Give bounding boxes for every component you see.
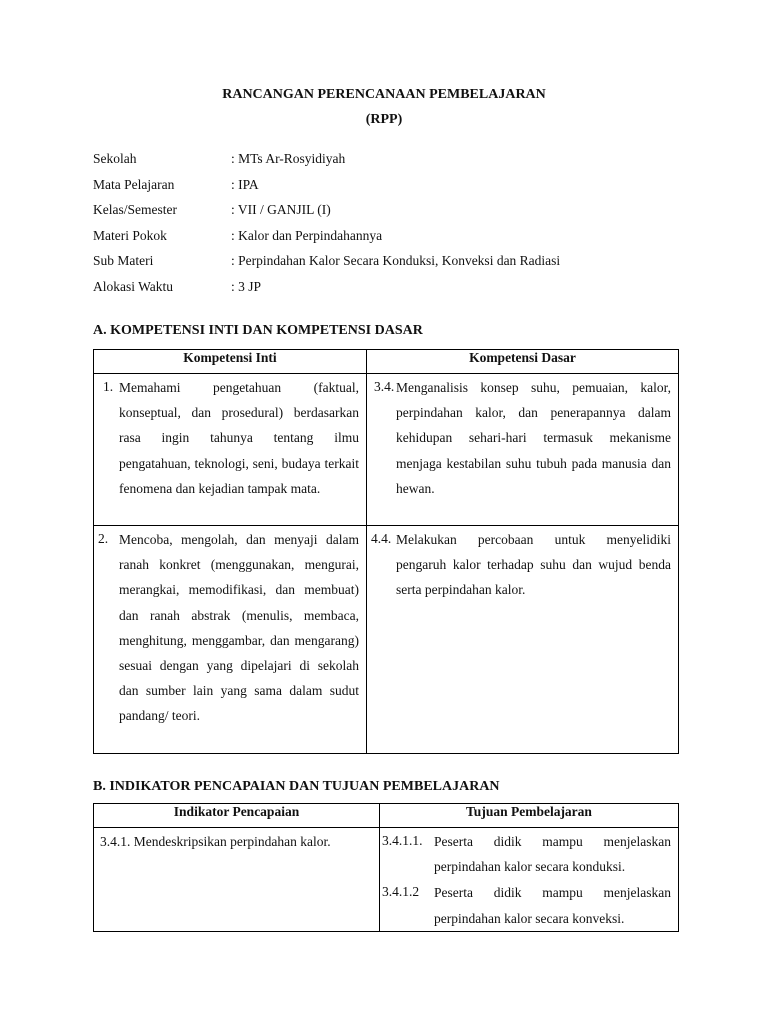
column-header-ki: Kompetensi Inti: [94, 350, 367, 374]
kd-cell: [367, 526, 679, 754]
indicator-text: 3.4.1. Mendeskripsikan perpindahan kalor.: [100, 834, 331, 849]
table-row: [94, 374, 679, 526]
ki-number: 1.: [103, 379, 114, 394]
ki-number: 2.: [98, 531, 109, 546]
goal-text: Peserta didik mampu menjelaskan perpindahan kalor secara konveksi.: [434, 885, 671, 926]
identity-label: Mata Pelajaran: [93, 176, 175, 192]
identity-row: [93, 253, 560, 279]
goal-item: [380, 828, 678, 879]
table-row: [94, 828, 679, 932]
identity-row: [93, 151, 560, 177]
section-b-heading: B. INDIKATOR PENCAPAIAN DAN TUJUAN PEMBELAJARAN: [93, 779, 500, 794]
goal-text: Peserta didik mampu menjelaskan perpindahan kalor secara konduksi.: [434, 834, 671, 875]
table-header-row: [94, 350, 679, 374]
goal-number: 3.4.1.2: [382, 884, 420, 900]
identity-row: [93, 177, 560, 203]
identity-label: Alokasi Waktu: [93, 278, 174, 294]
identity-block: [93, 151, 560, 304]
identity-row: [93, 202, 560, 228]
competency-table: [93, 349, 679, 754]
kd-text: Melakukan percobaan untuk menyelidiki pengaruh kalor terhadap suhu dan wujud benda serta perpindahan kalor.: [396, 532, 671, 598]
table-header-row: [94, 804, 679, 828]
identity-value: : MTs Ar-Rosyidiyah: [231, 151, 346, 166]
table-row: [94, 526, 679, 754]
kd-number: 4.4.: [371, 531, 392, 546]
section-a-heading: A. KOMPETENSI INTI DAN KOMPETENSI DASAR: [93, 323, 423, 338]
identity-value: : Kalor dan Perpindahannya: [231, 227, 383, 243]
identity-label: Sekolah: [93, 151, 137, 166]
column-header-goal: Tujuan Pembelajaran: [380, 804, 679, 828]
identity-value: : Perpindahan Kalor Secara Konduksi, Konveksi dan Radiasi: [231, 253, 561, 268]
goal-cell: [380, 828, 679, 932]
goal-item: [380, 879, 678, 930]
kd-number: 3.4.: [374, 379, 395, 394]
identity-value: : VII / GANJIL (I): [231, 202, 331, 217]
kd-item: [367, 374, 678, 501]
column-header-kd: Kompetensi Dasar: [367, 350, 679, 374]
identity-row: [93, 228, 560, 254]
ki-item: [94, 374, 366, 501]
goal-number: 3.4.1.1.: [382, 833, 423, 848]
kd-text: Menganalisis konsep suhu, pemuaian, kalor, perpindahan kalor, dan penerapannya dalam kehidupan sehari-hari termasuk mekanisme menjaga kestabilan suhu tubuh pada manusia dan hewan.: [396, 380, 671, 496]
identity-label: Kelas/Semester: [93, 202, 177, 217]
ki-text: Mencoba, mengolah, dan menyaji dalam ranah konkret (menggunakan, mengurai, merangkai, memodifikasi, dan membuat) dan ranah abstrak (menulis, membaca, menghitung, menggambar, dan mengarang) sesuai dengan yang dipelajari di sekolah dan sumber lain yang sama dalam sudut pandang/ teori.: [119, 532, 359, 724]
kd-cell: [367, 374, 679, 526]
indicator-cell: [94, 828, 380, 932]
identity-row: [93, 279, 560, 305]
identity-value: : IPA: [231, 176, 259, 192]
indicator-table: [93, 803, 679, 932]
column-header-indicator: Indikator Pencapaian: [94, 804, 380, 828]
document-title: RANCANGAN PERENCANAAN PEMBELAJARAN: [222, 87, 546, 102]
ki-cell: [94, 526, 367, 754]
ki-cell: [94, 374, 367, 526]
identity-label: Materi Pokok: [93, 227, 167, 243]
identity-label: Sub Materi: [93, 253, 154, 268]
identity-value: : 3 JP: [231, 278, 262, 294]
ki-item: [94, 526, 366, 729]
kd-item: [367, 526, 678, 603]
ki-text: Memahami pengetahuan (faktual, konseptual, dan prosedural) berdasarkan rasa ingin tahunya tentang ilmu pengatahuan, teknologi, seni, budaya terkait fenomena dan kejadian tampak mata.: [119, 380, 359, 496]
document-subtitle: (RPP): [365, 112, 403, 127]
